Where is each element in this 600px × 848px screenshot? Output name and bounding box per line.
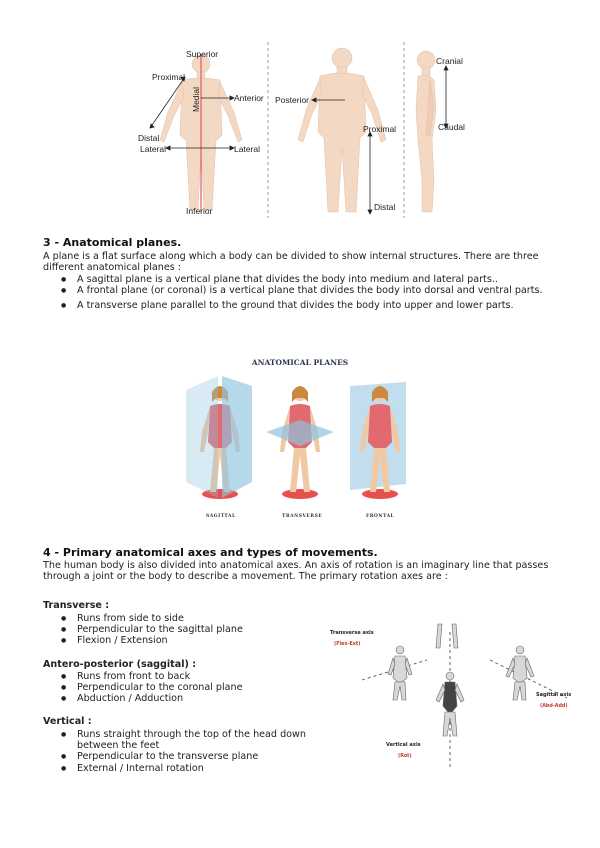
label-vertical-sub: (Rot)	[398, 754, 412, 759]
planes-figure	[180, 356, 420, 526]
label-lateral-left: Lateral	[140, 144, 166, 154]
label-superior: Superior	[186, 49, 219, 59]
section3-heading: 3 - Anatomical planes.	[43, 236, 182, 249]
list-item: ● Perpendicular to the sagittal plane	[43, 624, 313, 635]
label-caudal: Caudal	[438, 122, 465, 132]
axis-list-transverse	[43, 613, 313, 647]
label-distal-back: Distal	[374, 202, 396, 212]
caption-sagittal: SAGITTAL	[206, 514, 236, 519]
label-sagittal-sub: (Abd-Add)	[540, 704, 568, 709]
label-transverse-sub: (Flex-Ext)	[334, 642, 361, 647]
label-vertical-axis: Vertical axis	[386, 742, 421, 748]
label-inferior: Inferior	[186, 206, 213, 216]
list-item: ● Perpendicular to the transverse plane	[43, 751, 313, 762]
label-proximal-back: Proximal	[363, 124, 397, 134]
list-item: ● A transverse plane parallel to the ground that divides the body into upper and lower parts.	[43, 300, 563, 311]
label-anterior: Anterior	[234, 93, 264, 103]
list-item: ● A frontal plane (or coronal) is a vertical plane that divides the body into dorsal and ventral parts.	[43, 285, 563, 296]
label-medial: Medial	[191, 86, 201, 112]
axis-title-transverse: Transverse :	[43, 600, 110, 611]
section3-list	[43, 274, 563, 312]
axis-list-antero-posterior	[43, 671, 313, 705]
planes-title: ANATOMICAL PLANES	[251, 358, 349, 367]
label-sagittal-axis: Sagittal axis	[536, 692, 572, 698]
sagittal-figure	[186, 376, 252, 499]
transverse-figure	[266, 386, 334, 499]
section4-heading: 4 - Primary anatomical axes and types of movements.	[43, 546, 378, 559]
axis-title-vertical: Vertical :	[43, 716, 92, 727]
axes-figures	[388, 624, 534, 736]
axis-title-antero-posterior: Antero-posterior (saggital) :	[43, 659, 197, 670]
planes-drawing	[180, 372, 420, 522]
list-item: ● Abduction / Adduction	[43, 693, 313, 704]
label-distal: Distal	[138, 133, 160, 143]
axes-figure	[322, 620, 580, 770]
frontal-figure	[350, 382, 406, 499]
label-proximal: Proximal	[152, 72, 186, 82]
list-item: ● External / Internal rotation	[43, 763, 313, 774]
caption-transverse: TRANSVERSE	[282, 514, 323, 519]
axis-list-vertical	[43, 729, 313, 774]
section3-intro: A plane is a flat surface along which a body can be divided to show internal structures. There are three different anatomical planes :	[43, 251, 539, 274]
section4-intro: The human body is also divided into anatomical axes. An axis of rotation is an imaginary line that passes through a joint or the body to describe a movement. The primary rotation axes are :	[43, 560, 549, 583]
list-item: ● Perpendicular to the coronal plane	[43, 682, 313, 693]
list-item: ● A sagittal plane is a vertical plane that divides the body into medium and lateral parts..	[43, 274, 563, 285]
label-transverse-axis: Transverse axis	[330, 630, 374, 636]
list-item: ● Runs from side to side	[43, 613, 313, 624]
orientation-figure-drawing	[130, 40, 470, 220]
list-item: ● Runs from front to back	[43, 671, 313, 682]
label-cranial: Cranial	[436, 56, 463, 66]
side-body-figure	[416, 51, 436, 212]
label-lateral-right: Lateral	[234, 144, 260, 154]
list-item: ● Runs straight through the top of the head down between the feet	[43, 729, 313, 751]
caption-frontal: FRONTAL	[366, 514, 395, 519]
label-posterior: Posterior	[275, 95, 310, 105]
orientation-figure	[130, 40, 470, 220]
list-item: ● Flexion / Extension	[43, 635, 313, 646]
